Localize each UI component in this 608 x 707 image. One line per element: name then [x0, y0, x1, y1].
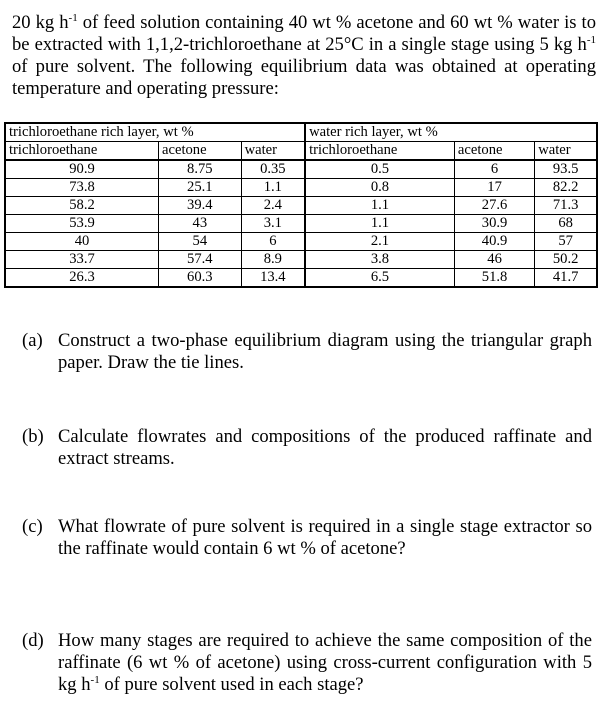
- table-cell: 40: [5, 233, 159, 251]
- table-cell: 13.4: [241, 269, 305, 288]
- column-header: water: [535, 142, 597, 161]
- problem-statement: [12, 12, 596, 100]
- intro-text-3: of pure solvent. The following equilibrium data was obtained at operating temperature and operating pressure:: [12, 56, 596, 99]
- table-row: [5, 269, 597, 288]
- table-cell: 6: [454, 160, 534, 179]
- table-cell: 39.4: [159, 197, 242, 215]
- table-cell: 58.2: [5, 197, 159, 215]
- question-label: (c): [22, 516, 43, 537]
- table-cell: 53.9: [5, 215, 159, 233]
- question-text-part: of pure solvent used in each stage?: [99, 674, 364, 695]
- column-header: trichloroethane: [305, 142, 454, 161]
- question-label: (d): [22, 630, 44, 651]
- question-a: [22, 330, 592, 374]
- unit-exponent: -1: [586, 34, 596, 46]
- table-row: [5, 160, 597, 179]
- table-cell: 6: [241, 233, 305, 251]
- table-cell: 57.4: [159, 251, 242, 269]
- column-header: acetone: [159, 142, 242, 161]
- table-cell: 26.3: [5, 269, 159, 288]
- table-cell: 8.75: [159, 160, 242, 179]
- unit-exponent: -1: [68, 12, 78, 24]
- table-cell: 71.3: [535, 197, 597, 215]
- group-header-row: [5, 123, 597, 142]
- table-cell: 50.2: [535, 251, 597, 269]
- question-c: [22, 516, 592, 560]
- table-cell: 40.9: [454, 233, 534, 251]
- table-cell: 1.1: [305, 197, 454, 215]
- column-header: water: [241, 142, 305, 161]
- question-text: Construct a two-phase equilibrium diagram using the triangular graph paper. Draw the tie lines.: [58, 330, 592, 373]
- table-cell: 57: [535, 233, 597, 251]
- table-cell: 54: [159, 233, 242, 251]
- table-cell: 33.7: [5, 251, 159, 269]
- question-text-part: How many stages are required to achieve the same composition of the raffinate (6 wt % of acetone) using cross-current configuration with 5 kg h: [58, 630, 592, 695]
- table-cell: 30.9: [454, 215, 534, 233]
- table-cell: 25.1: [159, 179, 242, 197]
- question-label: (a): [22, 330, 43, 351]
- question-text: What flowrate of pure solvent is required in a single stage extractor so the raffinate would contain 6 wt % of acetone?: [58, 516, 592, 559]
- table-cell: 3.1: [241, 215, 305, 233]
- equilibrium-data-table: [4, 122, 598, 288]
- table-cell: 2.1: [305, 233, 454, 251]
- table-cell: 3.8: [305, 251, 454, 269]
- table-cell: 41.7: [535, 269, 597, 288]
- question-text: [58, 630, 592, 696]
- question-text: Calculate flowrates and compositions of the produced raffinate and extract streams.: [58, 426, 592, 469]
- table-cell: 1.1: [305, 215, 454, 233]
- group-header-aqueous: water rich layer, wt %: [305, 123, 597, 142]
- table-cell: 51.8: [454, 269, 534, 288]
- column-header: trichloroethane: [5, 142, 159, 161]
- table-cell: 93.5: [535, 160, 597, 179]
- table-row: [5, 197, 597, 215]
- table-row: [5, 233, 597, 251]
- table-row: [5, 215, 597, 233]
- intro-text-2: of feed solution containing 40 wt % acetone and 60 wt % water is to be extracted with 1,1,2-trichloroethane at 25°C in a single stage using 5 kg h: [12, 12, 597, 55]
- table-cell: 73.8: [5, 179, 159, 197]
- column-header: acetone: [454, 142, 534, 161]
- intro-text-1: 20 kg h: [12, 12, 69, 33]
- question-label: (b): [22, 426, 44, 447]
- table-cell: 0.5: [305, 160, 454, 179]
- table-cell: 90.9: [5, 160, 159, 179]
- table-cell: 0.8: [305, 179, 454, 197]
- table-cell: 17: [454, 179, 534, 197]
- group-header-organic: trichloroethane rich layer, wt %: [5, 123, 305, 142]
- table-cell: 2.4: [241, 197, 305, 215]
- table-cell: 0.35: [241, 160, 305, 179]
- table-cell: 27.6: [454, 197, 534, 215]
- table-cell: 6.5: [305, 269, 454, 288]
- question-b: [22, 426, 592, 470]
- question-d: [22, 630, 592, 696]
- table-row: [5, 179, 597, 197]
- table-row: [5, 251, 597, 269]
- table-cell: 82.2: [535, 179, 597, 197]
- table-cell: 43: [159, 215, 242, 233]
- table-cell: 1.1: [241, 179, 305, 197]
- table-cell: 68: [535, 215, 597, 233]
- unit-exponent: -1: [90, 674, 100, 686]
- table-cell: 60.3: [159, 269, 242, 288]
- table-cell: 8.9: [241, 251, 305, 269]
- column-header-row: [5, 142, 597, 161]
- table-cell: 46: [454, 251, 534, 269]
